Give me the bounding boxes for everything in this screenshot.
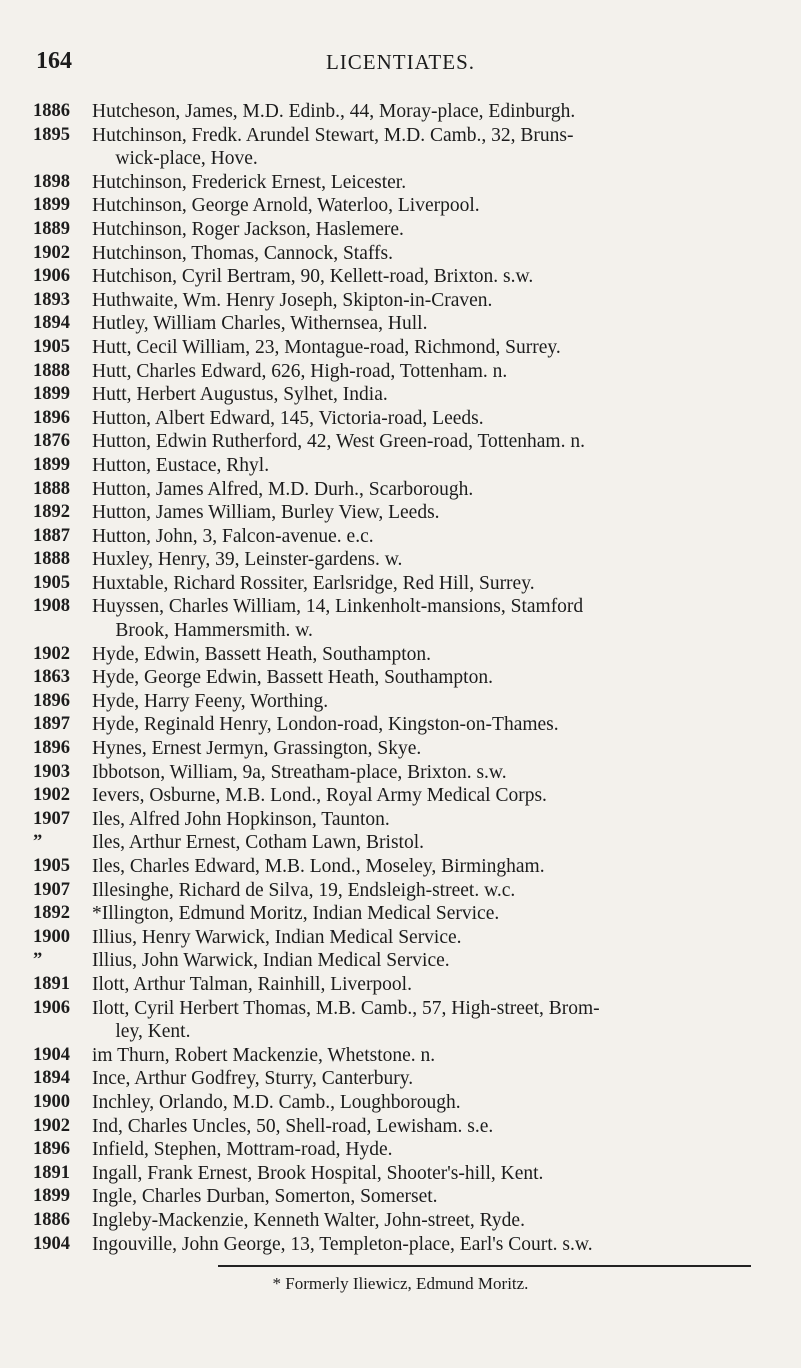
list-item (33, 855, 773, 879)
entry-text-line: Ind, Charles Uncles, 50, Shell-road, Lewisham. s.e. (92, 1115, 494, 1137)
entry-text-line: Hutt, Herbert Augustus, Sylhet, India. (92, 384, 388, 406)
list-item (33, 1138, 773, 1162)
entry-year: 1902 (33, 242, 70, 263)
entry-text-line: Ingouville, John George, 13, Templeton-place, Earl's Court. s.w. (92, 1233, 593, 1255)
list-item (33, 1209, 773, 1233)
entry-text-line: Hutton, Albert Edward, 145, Victoria-road, Leeds. (92, 407, 484, 429)
entry-text (92, 430, 773, 454)
entry-year: 1894 (33, 313, 70, 334)
entry-text (92, 454, 773, 478)
list-item (33, 501, 773, 525)
entry-text-line: Hutcheson, James, M.D. Edinb., 44, Moray-place, Edinburgh. (92, 101, 576, 122)
entry-text-line: Hutton, James Alfred, M.D. Durh., Scarborough. (92, 478, 474, 500)
entry-text (92, 1044, 773, 1068)
entry-text (92, 336, 773, 360)
entry-year: 1899 (33, 384, 70, 405)
entry-text-continuation: ley, Kent. (115, 1021, 191, 1043)
list-item (33, 666, 773, 690)
entry-text (92, 973, 773, 997)
entry-year: 1886 (33, 101, 70, 121)
entry-text (92, 831, 773, 855)
list-item (33, 124, 773, 171)
entry-text (92, 100, 773, 124)
entry-text-line: Hutchinson, George Arnold, Waterloo, Liverpool. (92, 195, 480, 217)
list-item (33, 643, 773, 667)
entry-text (92, 407, 773, 431)
entry-text-line: Hutton, James William, Burley View, Leeds. (92, 502, 440, 524)
entry-text-line: Hutt, Charles Edward, 626, High-road, Tottenham. n. (92, 360, 508, 382)
entry-text-line: Hyde, Reginald Henry, London-road, Kingston-on-Thames. (92, 714, 559, 736)
entry-text-line: Huxtable, Richard Rossiter, Earlsridge, Red Hill, Surrey. (92, 572, 535, 594)
list-item (33, 100, 773, 124)
entry-text (92, 1209, 773, 1233)
entry-text-line: Ingall, Frank Ernest, Brook Hospital, Shooter's-hill, Kent. (92, 1162, 544, 1184)
entry-year: 1902 (33, 643, 70, 664)
entry-year: ” (33, 832, 43, 853)
entry-year: 1893 (33, 289, 70, 310)
list-item (33, 1067, 773, 1091)
entry-year: 1891 (33, 1162, 70, 1183)
entry-text (92, 360, 773, 384)
list-item (33, 454, 773, 478)
entry-text-line: Ince, Arthur Godfrey, Sturry, Canterbury. (92, 1068, 414, 1090)
entry-year: 1902 (33, 1115, 70, 1136)
list-item (33, 572, 773, 596)
entry-text-line: Hyde, Edwin, Bassett Heath, Southampton. (92, 643, 432, 665)
entry-text (92, 242, 773, 266)
entry-text-continuation: Brook, Hammersmith. w. (115, 620, 313, 642)
entry-year: 1876 (33, 431, 70, 452)
entry-text (92, 194, 773, 218)
list-item (33, 1233, 773, 1257)
entry-text (92, 312, 773, 336)
entry-year: 1899 (33, 1186, 70, 1207)
entry-text-line: Hutton, John, 3, Falcon-avenue. e.c. (92, 525, 374, 547)
entry-text (92, 713, 773, 737)
entry-year: 1908 (33, 596, 70, 617)
entry-year: 1905 (33, 572, 70, 593)
entry-text-line: Iles, Arthur Ernest, Cotham Lawn, Bristol. (92, 832, 424, 854)
entry-text-line: Hynes, Ernest Jermyn, Grassington, Skye. (92, 738, 422, 760)
entry-text-line: Infield, Stephen, Mottram-road, Hyde. (92, 1139, 393, 1161)
entry-text (92, 1162, 773, 1186)
entry-text-line: Hutt, Cecil William, 23, Montague-road, Richmond, Surrey. (92, 336, 561, 358)
entry-year: 1894 (33, 1068, 70, 1089)
footnote: * Formerly Iliewicz, Edmund Moritz. (272, 1274, 529, 1293)
entry-year: 1889 (33, 218, 70, 239)
entry-text (92, 926, 773, 950)
entry-year: 1899 (33, 195, 70, 216)
list-item (33, 525, 773, 549)
entry-year: 1904 (33, 1233, 70, 1254)
list-item (33, 289, 773, 313)
list-item (33, 336, 773, 360)
list-item (33, 1185, 773, 1209)
page-number: 164 (36, 48, 72, 74)
entry-text (92, 1091, 773, 1115)
entry-year: 1907 (33, 879, 70, 900)
entry-text (92, 643, 773, 667)
entry-text-line: Illesinghe, Richard de Silva, 19, Endsleigh-street. w.c. (92, 879, 516, 901)
entry-text-line: Illius, John Warwick, Indian Medical Service. (92, 950, 450, 972)
entry-text (92, 784, 773, 808)
list-item (33, 218, 773, 242)
list-item (33, 926, 773, 950)
list-item (33, 171, 773, 195)
entry-text-line: Iles, Charles Edward, M.B. Lond., Moseley, Birmingham. (92, 856, 545, 877)
entry-text (92, 808, 773, 832)
list-item (33, 242, 773, 266)
entry-year: 1907 (33, 808, 70, 829)
entry-year: 1903 (33, 761, 70, 782)
entry-text (92, 949, 773, 973)
entry-text-line: *Illington, Edmund Moritz, Indian Medical Service. (92, 903, 500, 925)
entry-year: 1895 (33, 124, 70, 145)
entry-text (92, 265, 773, 289)
list-item (33, 360, 773, 384)
entry-text (92, 218, 773, 242)
entry-text-line: Hutchison, Cyril Bertram, 90, Kellett-road, Brixton. s.w. (92, 266, 534, 288)
entry-year: 1897 (33, 714, 70, 735)
entry-text (92, 501, 773, 525)
entry-text (92, 595, 773, 642)
running-head: LICENTIATES. (325, 50, 476, 74)
entry-year: 1888 (33, 360, 70, 381)
list-item (33, 1044, 773, 1068)
list-item (33, 548, 773, 572)
entry-text-line: Ingle, Charles Durban, Somerton, Somerset. (92, 1186, 438, 1208)
entry-text-line: Ilott, Arthur Talman, Rainhill, Liverpool. (92, 973, 412, 995)
entry-text (92, 1185, 773, 1209)
entry-text-continuation: wick-place, Hove. (115, 148, 258, 170)
list-item (33, 1162, 773, 1186)
entry-year: 1888 (33, 478, 70, 499)
entry-text-line: Hutchinson, Thomas, Cannock, Staffs. (92, 242, 393, 264)
entry-year: 1900 (33, 926, 70, 947)
list-item (33, 997, 773, 1044)
entry-text-line: Ievers, Osburne, M.B. Lond., Royal Army Medical Corps. (92, 785, 547, 807)
entry-year: 1899 (33, 454, 70, 475)
entry-text (92, 124, 773, 171)
entry-text (92, 548, 773, 572)
list-item (33, 312, 773, 336)
entry-text-line: Huthwaite, Wm. Henry Joseph, Skipton-in-Craven. (92, 289, 493, 311)
entry-text (92, 478, 773, 502)
entry-text (92, 855, 773, 879)
entry-text-line: Iles, Alfred John Hopkinson, Taunton. (92, 808, 390, 830)
entry-year: 1896 (33, 407, 70, 428)
entry-text-line: Hutchinson, Roger Jackson, Haslemere. (92, 218, 404, 240)
list-item (33, 784, 773, 808)
list-item (33, 808, 773, 832)
entry-text (92, 879, 773, 903)
entry-text (92, 572, 773, 596)
list-item (33, 265, 773, 289)
entry-year: 1892 (33, 502, 70, 523)
entry-year: 1887 (33, 525, 70, 546)
entry-text-line: Hutley, William Charles, Withernsea, Hull. (92, 313, 428, 335)
footnote-rule (218, 1265, 751, 1267)
list-item (33, 478, 773, 502)
entry-text (92, 1138, 773, 1162)
entry-year: 1900 (33, 1091, 70, 1112)
entry-text (92, 690, 773, 714)
list-item (33, 430, 773, 454)
entry-year: 1905 (33, 336, 70, 357)
entry-text-line: Hutton, Edwin Rutherford, 42, West Green-road, Tottenham. n. (92, 431, 585, 453)
entry-text-line: Hyde, Harry Feeny, Worthing. (92, 690, 329, 712)
entry-text-line: Inchley, Orlando, M.D. Camb., Loughborough. (92, 1091, 461, 1113)
entry-year: ” (33, 950, 43, 971)
entry-text-line: im Thurn, Robert Mackenzie, Whetstone. n. (92, 1044, 436, 1066)
entry-text-line: Ilott, Cyril Herbert Thomas, M.B. Camb., 57, High-street, Brom- (92, 997, 600, 1019)
entry-year: 1906 (33, 266, 70, 287)
entry-text (92, 171, 773, 195)
list-item (33, 973, 773, 997)
entry-text (92, 737, 773, 761)
entry-text (92, 383, 773, 407)
entry-text (92, 997, 773, 1044)
entry-year: 1896 (33, 1139, 70, 1160)
entry-text (92, 1067, 773, 1091)
list-item (33, 194, 773, 218)
entry-text-line: Ingleby-Mackenzie, Kenneth Walter, John-street, Ryde. (92, 1209, 525, 1231)
list-item (33, 407, 773, 431)
list-item (33, 737, 773, 761)
entry-text-line: Huyssen, Charles William, 14, Linkenholt-mansions, Stamford (92, 596, 584, 618)
entry-year: 1892 (33, 903, 70, 924)
entry-year: 1905 (33, 856, 70, 876)
entry-text (92, 902, 773, 926)
entry-year: 1904 (33, 1044, 70, 1065)
list-item (33, 383, 773, 407)
entry-year: 1863 (33, 667, 70, 688)
list-item (33, 761, 773, 785)
entry-year: 1902 (33, 785, 70, 806)
entry-text-line: Hutchinson, Frederick Ernest, Leicester. (92, 171, 407, 193)
entry-year: 1891 (33, 973, 70, 994)
entry-text-line: Illius, Henry Warwick, Indian Medical Service. (92, 926, 462, 948)
list-item (33, 831, 773, 855)
list-item (33, 1115, 773, 1139)
list-item (33, 879, 773, 903)
entry-list (33, 100, 773, 1256)
entry-year: 1898 (33, 171, 70, 192)
list-item (33, 690, 773, 714)
entry-year: 1886 (33, 1209, 70, 1230)
list-item (33, 1091, 773, 1115)
list-item (33, 902, 773, 926)
entry-year: 1888 (33, 549, 70, 570)
entry-text-line: Hyde, George Edwin, Bassett Heath, Southampton. (92, 667, 493, 689)
entry-text (92, 289, 773, 313)
entry-text-line: Hutton, Eustace, Rhyl. (92, 454, 270, 476)
entry-text (92, 761, 773, 785)
list-item (33, 713, 773, 737)
entry-text-line: Ibbotson, William, 9a, Streatham-place, Brixton. s.w. (92, 761, 507, 783)
entry-year: 1896 (33, 690, 70, 711)
page-header (36, 48, 765, 84)
entry-text (92, 666, 773, 690)
entry-text (92, 1115, 773, 1139)
list-item (33, 949, 773, 973)
entry-text-line: Hutchinson, Fredk. Arundel Stewart, M.D. Camb., 32, Bruns- (92, 124, 574, 146)
entry-year: 1896 (33, 738, 70, 759)
entry-text (92, 525, 773, 549)
entry-year: 1906 (33, 997, 70, 1018)
list-item (33, 595, 773, 642)
entry-text (92, 1233, 773, 1257)
entry-text-line: Huxley, Henry, 39, Leinster-gardens. w. (92, 549, 403, 571)
